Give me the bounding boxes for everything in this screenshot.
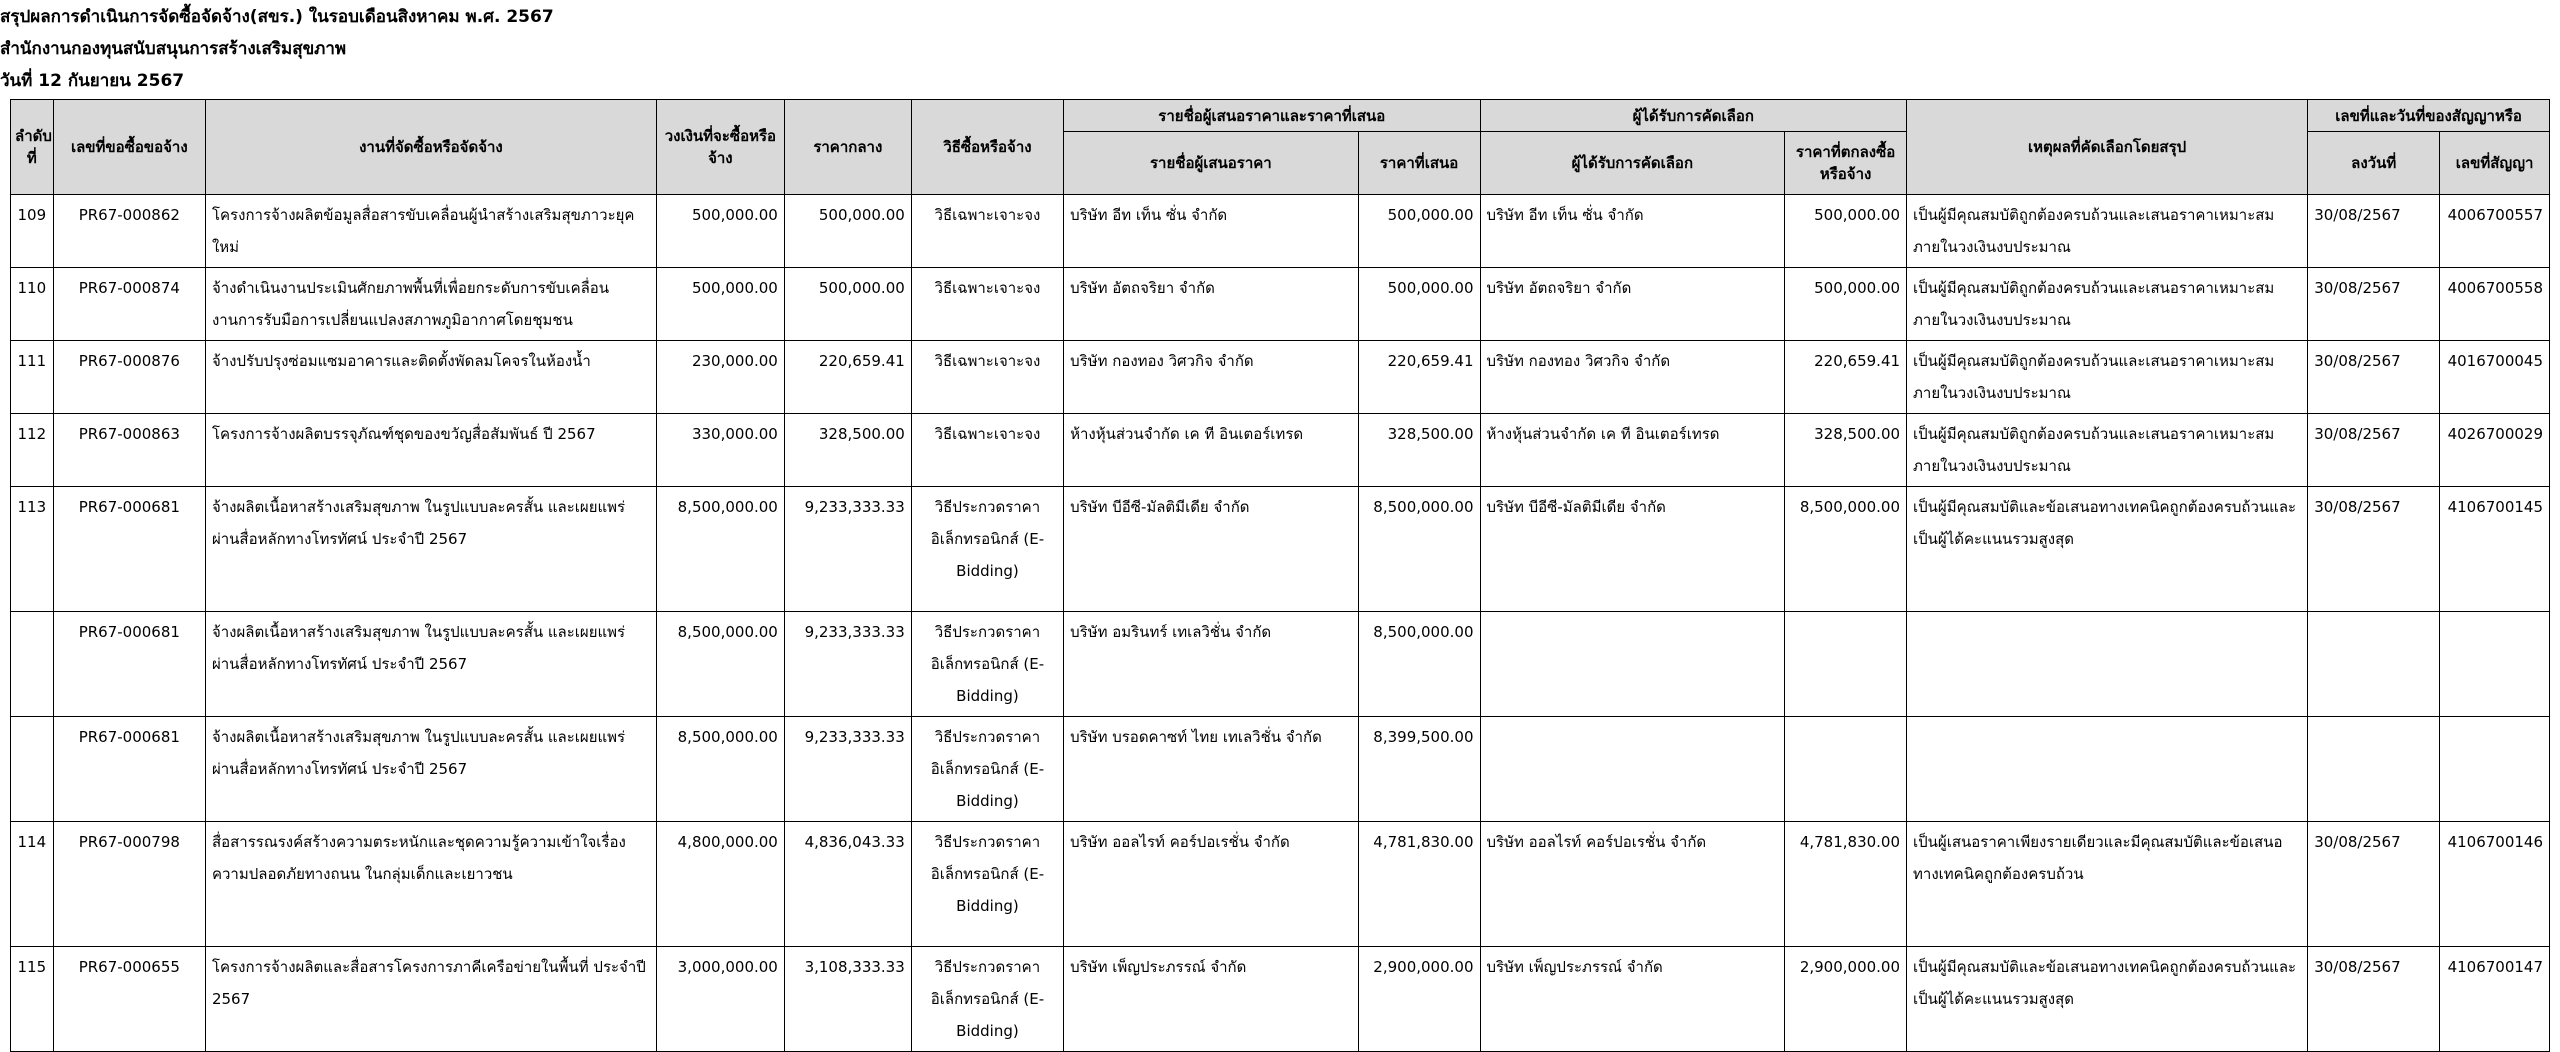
- cell-method: วิธีประกวดราคาอิเล็กทรอนิกส์ (E-Bidding): [911, 947, 1063, 1052]
- cell-selected-name: บริษัท เพ็ญประภรรณ์ จำกัด: [1480, 947, 1785, 1052]
- cell-method: วิธีเฉพาะเจาะจง: [911, 268, 1063, 341]
- header-agreed-price: ราคาที่ตกลงซื้อหรือจ้าง: [1785, 132, 1907, 195]
- report-date: วันที่ 12 กันยายน 2567: [0, 71, 185, 91]
- cell-bidder-name: บริษัท เพ็ญประภรรณ์ จำกัด: [1064, 947, 1359, 1052]
- cell-bidder-name: บริษัท อีท เท็น ซั่น จำกัด: [1064, 195, 1359, 268]
- cell-pr: PR67-000681: [53, 717, 205, 822]
- cell-date: [2308, 612, 2440, 717]
- table-row: [11, 947, 2550, 1052]
- cell-selected-name: ห้างหุ้นส่วนจำกัด เค ที อินเตอร์เทรด: [1480, 414, 1785, 487]
- cell-budget: 500,000.00: [656, 195, 784, 268]
- cell-bidder-name: บริษัท กองทอง วิศวกิจ จำกัด: [1064, 341, 1359, 414]
- cell-bidder-name: บริษัท อัตถจริยา จำกัด: [1064, 268, 1359, 341]
- header-bidder-name: รายชื่อผู้เสนอราคา: [1064, 132, 1359, 195]
- cell-agreed-price: 8,500,000.00: [1785, 487, 1907, 612]
- header-bid-price: ราคาที่เสนอ: [1358, 132, 1480, 195]
- cell-reason: เป็นผู้มีคุณสมบัติถูกต้องครบถ้วนและเสนอราคาเหมาะสมภายในวงเงินงบประมาณ: [1907, 414, 2308, 487]
- cell-median-price: 9,233,333.33: [784, 717, 911, 822]
- cell-bidder-name: บริษัท บรอดคาซท์ ไทย เทเลวิชั่น จำกัด: [1064, 717, 1359, 822]
- cell-bidder-name: บริษัท ออลไรท์ คอร์ปอเรชั่น จำกัด: [1064, 822, 1359, 947]
- table-row: [11, 487, 2550, 612]
- cell-date: 30/08/2567: [2308, 414, 2440, 487]
- header-date: ลงวันที่: [2308, 132, 2440, 195]
- cell-bid-price: 4,781,830.00: [1358, 822, 1480, 947]
- report-title: สรุปผลการดำเนินการจัดซื้อจัดจ้าง(สขร.) ในรอบเดือนสิงหาคม พ.ศ. 2567: [0, 7, 554, 27]
- cell-agreed-price: [1785, 612, 1907, 717]
- cell-agreed-price: [1785, 717, 1907, 822]
- procurement-table: [10, 99, 2550, 1052]
- cell-no: 110: [11, 268, 54, 341]
- cell-work: จ้างผลิตเนื้อหาสร้างเสริมสุขภาพ ในรูปแบบละครสั้น และเผยแพร่ผ่านสื่อหลักทางโทรทัศน์ ประจำปี 2567: [205, 612, 656, 717]
- cell-bid-price: 328,500.00: [1358, 414, 1480, 487]
- cell-median-price: 9,233,333.33: [784, 612, 911, 717]
- cell-method: วิธีเฉพาะเจาะจง: [911, 195, 1063, 268]
- cell-no: 112: [11, 414, 54, 487]
- cell-median-price: 4,836,043.33: [784, 822, 911, 947]
- cell-date: 30/08/2567: [2308, 822, 2440, 947]
- cell-work: โครงการจ้างผลิตและสื่อสารโครงการภาคีเครือข่ายในพื้นที่ ประจำปี 2567: [205, 947, 656, 1052]
- header-contract-group: เลขที่และวันที่ของสัญญาหรือ: [2308, 100, 2550, 132]
- cell-agreed-price: 4,781,830.00: [1785, 822, 1907, 947]
- cell-contract-no: [2440, 612, 2550, 717]
- cell-no: [11, 717, 54, 822]
- cell-pr: PR67-000681: [53, 612, 205, 717]
- cell-method: วิธีเฉพาะเจาะจง: [911, 414, 1063, 487]
- cell-method: วิธีประกวดราคาอิเล็กทรอนิกส์ (E-Bidding): [911, 822, 1063, 947]
- cell-work: จ้างผลิตเนื้อหาสร้างเสริมสุขภาพ ในรูปแบบละครสั้น และเผยแพร่ผ่านสื่อหลักทางโทรทัศน์ ประจำปี 2567: [205, 717, 656, 822]
- cell-budget: 500,000.00: [656, 268, 784, 341]
- cell-reason: เป็นผู้เสนอราคาเพียงรายเดียวและมีคุณสมบัติและข้อเสนอทางเทคนิคถูกต้องครบถ้วน: [1907, 822, 2308, 947]
- cell-agreed-price: 2,900,000.00: [1785, 947, 1907, 1052]
- cell-selected-name: บริษัท อัตถจริยา จำกัด: [1480, 268, 1785, 341]
- cell-work: โครงการจ้างผลิตข้อมูลสื่อสารขับเคลื่อนผู้นำสร้างเสริมสุขภาวะยุคใหม่: [205, 195, 656, 268]
- cell-method: วิธีประกวดราคาอิเล็กทรอนิกส์ (E-Bidding): [911, 487, 1063, 612]
- cell-date: 30/08/2567: [2308, 195, 2440, 268]
- table-row: [11, 341, 2550, 414]
- cell-budget: 8,500,000.00: [656, 717, 784, 822]
- cell-contract-no: 4026700029: [2440, 414, 2550, 487]
- header-work: งานที่จัดซื้อหรือจัดจ้าง: [205, 100, 656, 195]
- table-row: [11, 268, 2550, 341]
- cell-median-price: 328,500.00: [784, 414, 911, 487]
- cell-reason: เป็นผู้มีคุณสมบัติถูกต้องครบถ้วนและเสนอราคาเหมาะสมภายในวงเงินงบประมาณ: [1907, 195, 2308, 268]
- cell-no: 114: [11, 822, 54, 947]
- header-selected-group: ผู้ได้รับการคัดเลือก: [1480, 100, 1907, 132]
- cell-budget: 230,000.00: [656, 341, 784, 414]
- cell-contract-no: 4106700146: [2440, 822, 2550, 947]
- header-selected-name: ผู้ได้รับการคัดเลือก: [1480, 132, 1785, 195]
- cell-bid-price: 2,900,000.00: [1358, 947, 1480, 1052]
- cell-work: โครงการจ้างผลิตบรรจุภัณฑ์ชุดของขวัญสื่อสัมพันธ์ ปี 2567: [205, 414, 656, 487]
- cell-no: 115: [11, 947, 54, 1052]
- cell-pr: PR67-000655: [53, 947, 205, 1052]
- cell-date: 30/08/2567: [2308, 947, 2440, 1052]
- cell-date: 30/08/2567: [2308, 487, 2440, 612]
- cell-contract-no: 4106700147: [2440, 947, 2550, 1052]
- cell-bidder-name: บริษัท อมรินทร์ เทเลวิชั่น จำกัด: [1064, 612, 1359, 717]
- cell-contract-no: 4006700557: [2440, 195, 2550, 268]
- cell-work: จ้างปรับปรุงซ่อมแซมอาคารและติดตั้งพัดลมโคจรในห้องน้ำ: [205, 341, 656, 414]
- header-median-price: ราคากลาง: [784, 100, 911, 195]
- header-reason: เหตุผลที่คัดเลือกโดยสรุป: [1907, 100, 2308, 195]
- table-row: [11, 195, 2550, 268]
- cell-selected-name: [1480, 612, 1785, 717]
- cell-budget: 4,800,000.00: [656, 822, 784, 947]
- cell-bid-price: 8,500,000.00: [1358, 487, 1480, 612]
- cell-budget: 330,000.00: [656, 414, 784, 487]
- cell-work: จ้างผลิตเนื้อหาสร้างเสริมสุขภาพ ในรูปแบบละครสั้น และเผยแพร่ผ่านสื่อหลักทางโทรทัศน์ ประจำปี 2567: [205, 487, 656, 612]
- cell-agreed-price: 328,500.00: [1785, 414, 1907, 487]
- cell-budget: 3,000,000.00: [656, 947, 784, 1052]
- cell-selected-name: [1480, 717, 1785, 822]
- cell-bid-price: 500,000.00: [1358, 268, 1480, 341]
- cell-method: วิธีประกวดราคาอิเล็กทรอนิกส์ (E-Bidding): [911, 717, 1063, 822]
- cell-contract-no: 4006700558: [2440, 268, 2550, 341]
- cell-no: 113: [11, 487, 54, 612]
- cell-bid-price: 8,399,500.00: [1358, 717, 1480, 822]
- cell-bid-price: 500,000.00: [1358, 195, 1480, 268]
- cell-reason: เป็นผู้มีคุณสมบัติถูกต้องครบถ้วนและเสนอราคาเหมาะสมภายในวงเงินงบประมาณ: [1907, 268, 2308, 341]
- cell-reason: เป็นผู้มีคุณสมบัติและข้อเสนอทางเทคนิคถูกต้องครบถ้วนและเป็นผู้ได้คะแนนรวมสูงสุด: [1907, 947, 2308, 1052]
- cell-median-price: 3,108,333.33: [784, 947, 911, 1052]
- cell-budget: 8,500,000.00: [656, 487, 784, 612]
- table-row: [11, 612, 2550, 717]
- cell-pr: PR67-000681: [53, 487, 205, 612]
- cell-pr: PR67-000863: [53, 414, 205, 487]
- cell-date: 30/08/2567: [2308, 268, 2440, 341]
- cell-selected-name: บริษัท ออลไรท์ คอร์ปอเรชั่น จำกัด: [1480, 822, 1785, 947]
- cell-selected-name: บริษัท กองทอง วิศวกิจ จำกัด: [1480, 341, 1785, 414]
- cell-median-price: 500,000.00: [784, 268, 911, 341]
- cell-budget: 8,500,000.00: [656, 612, 784, 717]
- header-no: ลำดับที่: [11, 100, 54, 195]
- header-budget: วงเงินที่จะซื้อหรือจ้าง: [656, 100, 784, 195]
- cell-agreed-price: 500,000.00: [1785, 195, 1907, 268]
- cell-contract-no: 4106700145: [2440, 487, 2550, 612]
- cell-pr: PR67-000862: [53, 195, 205, 268]
- cell-pr: PR67-000876: [53, 341, 205, 414]
- cell-selected-name: บริษัท บีอีซี-มัลติมีเดีย จำกัด: [1480, 487, 1785, 612]
- cell-work: สื่อสารรณรงค์สร้างความตระหนักและชุดความรู้ความเข้าใจเรื่องความปลอดภัยทางถนน ในกลุ่มเด็กและเยาวชน: [205, 822, 656, 947]
- cell-median-price: 9,233,333.33: [784, 487, 911, 612]
- cell-reason: เป็นผู้มีคุณสมบัติถูกต้องครบถ้วนและเสนอราคาเหมาะสมภายในวงเงินงบประมาณ: [1907, 341, 2308, 414]
- cell-agreed-price: 500,000.00: [1785, 268, 1907, 341]
- cell-selected-name: บริษัท อีท เท็น ซั่น จำกัด: [1480, 195, 1785, 268]
- table-row: [11, 414, 2550, 487]
- cell-pr: PR67-000798: [53, 822, 205, 947]
- header-contract-no: เลขที่สัญญา: [2440, 132, 2550, 195]
- cell-date: [2308, 717, 2440, 822]
- cell-reason: เป็นผู้มีคุณสมบัติและข้อเสนอทางเทคนิคถูกต้องครบถ้วนและเป็นผู้ได้คะแนนรวมสูงสุด: [1907, 487, 2308, 612]
- cell-bid-price: 220,659.41: [1358, 341, 1480, 414]
- header-pr: เลขที่ขอซื้อขอจ้าง: [53, 100, 205, 195]
- cell-reason: [1907, 717, 2308, 822]
- cell-work: จ้างดำเนินงานประเมินศักยภาพพื้นที่เพื่อยกระดับการขับเคลื่อนงานการรับมือการเปลี่ยนแปลงสภาพภูมิอากาศโดยชุมชน: [205, 268, 656, 341]
- cell-agreed-price: 220,659.41: [1785, 341, 1907, 414]
- cell-median-price: 500,000.00: [784, 195, 911, 268]
- cell-method: วิธีเฉพาะเจาะจง: [911, 341, 1063, 414]
- cell-method: วิธีประกวดราคาอิเล็กทรอนิกส์ (E-Bidding): [911, 612, 1063, 717]
- organization-name: สำนักงานกองทุนสนับสนุนการสร้างเสริมสุขภาพ: [0, 39, 347, 59]
- header-bidders-group: รายชื่อผู้เสนอราคาและราคาที่เสนอ: [1064, 100, 1480, 132]
- cell-no: [11, 612, 54, 717]
- cell-no: 109: [11, 195, 54, 268]
- cell-date: 30/08/2567: [2308, 341, 2440, 414]
- header-method: วิธีซื้อหรือจ้าง: [911, 100, 1063, 195]
- cell-contract-no: [2440, 717, 2550, 822]
- cell-bidder-name: ห้างหุ้นส่วนจำกัด เค ที อินเตอร์เทรด: [1064, 414, 1359, 487]
- cell-contract-no: 4016700045: [2440, 341, 2550, 414]
- table-row: [11, 822, 2550, 947]
- cell-no: 111: [11, 341, 54, 414]
- cell-median-price: 220,659.41: [784, 341, 911, 414]
- cell-bidder-name: บริษัท บีอีซี-มัลติมีเดีย จำกัด: [1064, 487, 1359, 612]
- cell-bid-price: 8,500,000.00: [1358, 612, 1480, 717]
- cell-reason: [1907, 612, 2308, 717]
- table-row: [11, 717, 2550, 822]
- cell-pr: PR67-000874: [53, 268, 205, 341]
